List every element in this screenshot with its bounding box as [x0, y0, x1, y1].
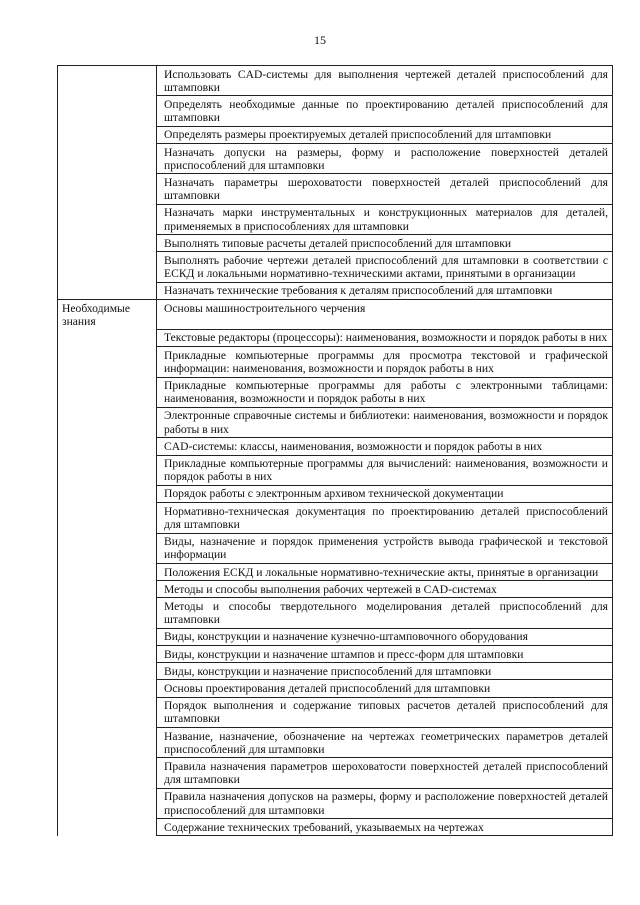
knowledge-item: Правила назначения параметров шероховатости поверхностей деталей приспособлений для штамповки [157, 758, 613, 788]
knowledge-item: Название, назначение, обозначение на чертежах геометрических параметров деталей приспособлений для штамповки [157, 728, 613, 758]
table-row [58, 503, 613, 533]
knowledge-item: Порядок работы с электронным архивом технической документации [157, 485, 613, 502]
table-row [58, 252, 613, 282]
table-row [58, 377, 613, 407]
table-row [58, 66, 613, 96]
knowledge-item: Виды, назначение и порядок применения устройств вывода графической и текстовой информации [157, 533, 613, 563]
table-row [58, 485, 613, 502]
table-row [58, 646, 613, 663]
table-row [58, 533, 613, 563]
table-row [58, 598, 613, 628]
knowledge-item: Методы и способы твердотельного моделирования деталей приспособлений для штамповки [157, 598, 613, 628]
skills-label-cell [58, 126, 157, 143]
knowledge-item: Текстовые редакторы (процессоры): наименования, возможности и порядок работы в них [157, 329, 613, 346]
skill-item: Назначать параметры шероховатости поверхностей деталей приспособлений для штамповки [157, 174, 613, 204]
skills-label-cell [58, 66, 157, 96]
table-row [58, 144, 613, 174]
knowledge-item: Прикладные компьютерные программы для работы с электронными таблицами: наименования, возможности и порядок работы в них [157, 377, 613, 407]
knowledge-item: Виды, конструкции и назначение штампов и пресс-форм для штамповки [157, 646, 613, 663]
table-row [58, 329, 613, 346]
knowledge-item: Прикладные компьютерные программы для просмотра текстовой и графической информации: наименования, возможности и порядок работы в них [157, 347, 613, 377]
table-row [58, 204, 613, 234]
table-row [58, 347, 613, 377]
skills-label-cell [58, 96, 157, 126]
skill-item: Назначать марки инструментальных и конструкционных материалов для деталей, применяемых в приспособлениях для штамповки [157, 204, 613, 234]
skill-item: Выполнять типовые расчеты деталей приспособлений для штамповки [157, 235, 613, 252]
table-row [58, 564, 613, 581]
skill-item: Выполнять рабочие чертежи деталей приспособлений для штамповки в соответствии с ЕСКД и локальными нормативно-техническими актами, принятыми в организации [157, 252, 613, 282]
table-row [58, 758, 613, 788]
knowledge-item: Правила назначения допусков на размеры, форму и расположение поверхностей деталей приспособлений для штамповки [157, 788, 613, 818]
table-row [58, 455, 613, 485]
knowledge-item: Методы и способы выполнения рабочих чертежей в CAD-системах [157, 581, 613, 598]
knowledge-label: Необходимые знания [58, 300, 157, 330]
skills-label-cell [58, 204, 157, 234]
knowledge-item: CAD-системы: классы, наименования, возможности и порядок работы в них [157, 438, 613, 455]
skills-label-cell [58, 235, 157, 252]
skills-label-cell [58, 252, 157, 282]
knowledge-item: Нормативно-техническая документация по проектированию деталей приспособлений для штамповки [157, 503, 613, 533]
table-row [58, 581, 613, 598]
skill-item: Назначать допуски на размеры, форму и расположение поверхностей деталей приспособлений для штамповки [157, 144, 613, 174]
skill-item: Назначать технические требования к деталям приспособлений для штамповки [157, 282, 613, 299]
skill-item: Определять размеры проектируемых деталей приспособлений для штамповки [157, 126, 613, 143]
table-row [58, 819, 613, 836]
knowledge-item: Виды, конструкции и назначение кузнечно-штамповочного оборудования [157, 628, 613, 645]
page-number: 15 [314, 33, 326, 47]
skills-label-cell [58, 174, 157, 204]
skills-label-cell [58, 144, 157, 174]
table-row [58, 628, 613, 645]
table-row [58, 728, 613, 758]
table-row [58, 174, 613, 204]
skills-label-cell [58, 282, 157, 299]
knowledge-item: Основы проектирования деталей приспособлений для штамповки [157, 680, 613, 697]
table-row [58, 282, 613, 299]
knowledge-item: Виды, конструкции и назначение приспособлений для штамповки [157, 663, 613, 680]
table-row [58, 680, 613, 697]
skill-item: Использовать CAD-системы для выполнения чертежей деталей приспособлений для штамповки [157, 66, 613, 96]
table-row [58, 300, 613, 330]
knowledge-item: Порядок выполнения и содержание типовых расчетов деталей приспособлений для штамповки [157, 697, 613, 727]
knowledge-item: Положения ЕСКД и локальные нормативно-технические акты, принятые в организации [157, 564, 613, 581]
table-row [58, 235, 613, 252]
skill-item: Определять необходимые данные по проектированию деталей приспособлений для штамповки [157, 96, 613, 126]
knowledge-item: Электронные справочные системы и библиотеки: наименования, возможности и порядок работы в них [157, 407, 613, 437]
knowledge-item: Содержание технических требований, указываемых на чертежах [157, 819, 613, 836]
table-row [58, 407, 613, 437]
table-row [58, 697, 613, 727]
table-row [58, 96, 613, 126]
requirements-table [57, 65, 613, 836]
knowledge-item: Прикладные компьютерные программы для вычислений: наименования, возможности и порядок работы в них [157, 455, 613, 485]
table-row [58, 788, 613, 818]
table-row [58, 663, 613, 680]
table-row [58, 126, 613, 143]
knowledge-item: Основы машиностроительного черчения [157, 300, 613, 330]
table-row [58, 438, 613, 455]
